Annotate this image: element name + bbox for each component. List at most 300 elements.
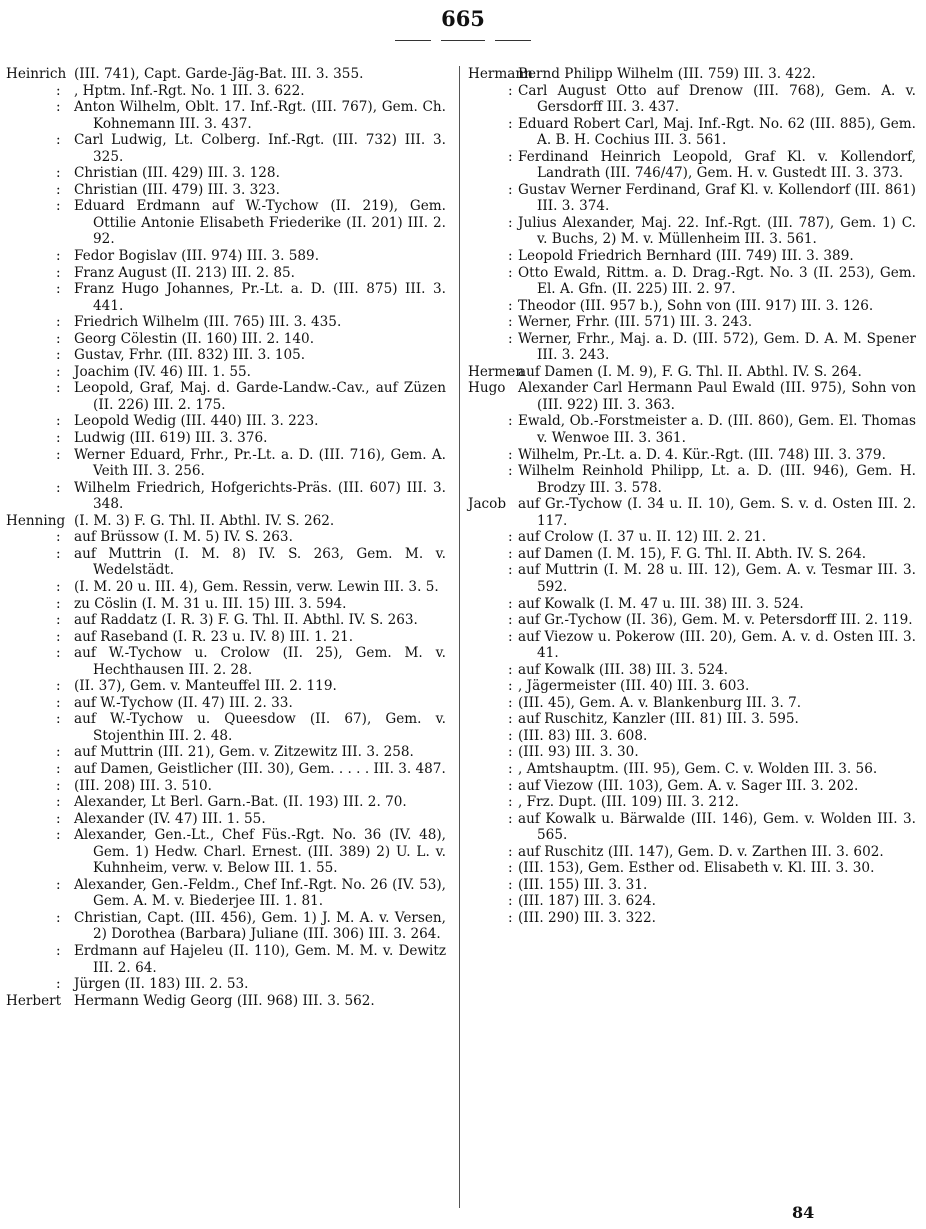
index-entry xyxy=(6,480,446,513)
entry-headword xyxy=(468,182,508,215)
index-entry xyxy=(6,645,446,678)
header-rule-left xyxy=(395,40,431,41)
entry-text xyxy=(74,248,446,265)
index-entry xyxy=(6,744,446,761)
entry-text xyxy=(74,976,446,993)
ditto-mark: : xyxy=(56,248,61,265)
index-entry xyxy=(6,99,446,132)
header-rule-right xyxy=(495,40,531,41)
entry-headword xyxy=(468,612,508,629)
ditto-mark: : xyxy=(56,363,61,380)
entry-text-content: (I. M. 3) F. G. Thl. II. Abthl. IV. S. 262. xyxy=(74,512,335,529)
entry-headword xyxy=(468,695,508,712)
entry-text xyxy=(74,596,446,613)
ditto-mark: : xyxy=(508,694,513,711)
ditto-mark: : xyxy=(56,264,61,281)
index-entry xyxy=(6,198,446,248)
entry-headword: Jacob xyxy=(468,496,507,513)
index-entry xyxy=(468,612,916,629)
ditto-mark: : xyxy=(508,777,513,794)
entry-text xyxy=(518,215,916,248)
ditto-mark: : xyxy=(56,595,61,612)
entry-headword: Hermann xyxy=(468,66,533,82)
entry-text xyxy=(518,463,916,496)
entry-text-content: Eduard Erdmann auf W.-Tychow (II. 219), Gem. Ottilie Antonie Elisabeth Friederike (II. 201) III. 2. 92. xyxy=(74,198,446,248)
entry-text-content: Georg Cölestin (II. 160) III. 2. 140. xyxy=(74,330,315,347)
entry-text-content: Carl August Otto auf Drenow (III. 768), Gem. A. v. Gersdorff III. 3. 437. xyxy=(518,82,916,116)
entry-text-content: Alexander Carl Hermann Paul Ewald (III. 975), Sohn von (III. 922) III. 3. 363. xyxy=(518,380,916,413)
index-entry xyxy=(6,596,446,613)
entry-text-content: Ludwig (III. 619) III. 3. 376. xyxy=(74,430,268,447)
entry-text xyxy=(74,447,446,480)
column-divider xyxy=(459,66,460,1208)
index-entry xyxy=(6,993,446,1010)
entry-headword xyxy=(6,794,56,811)
ditto-mark: : xyxy=(508,562,513,579)
entry-text xyxy=(74,645,446,678)
index-entry xyxy=(6,83,446,100)
entry-text-content: Alexander (IV. 47) III. 1. 55. xyxy=(74,810,266,827)
index-entry xyxy=(468,463,916,496)
footer-number: 84 xyxy=(792,1203,815,1222)
index-entry xyxy=(6,347,446,364)
entry-text xyxy=(518,66,916,83)
index-entry xyxy=(468,761,916,778)
entry-text xyxy=(74,761,446,778)
entry-text-content: Gustav, Frhr. (III. 832) III. 3. 105. xyxy=(74,347,306,364)
ditto-mark: : xyxy=(56,529,61,546)
entry-text-content: Franz Hugo Johannes, Pr.-Lt. a. D. (III. 875) III. 3. 441. xyxy=(74,281,446,314)
entry-text-content: Werner, Frhr. (III. 571) III. 3. 243. xyxy=(518,314,753,331)
index-entry xyxy=(6,910,446,943)
ditto-mark: : xyxy=(508,628,513,645)
entry-headword xyxy=(6,83,56,100)
index-entry xyxy=(6,943,446,976)
entry-text-content: auf Kowalk (I. M. 47 u. III. 38) III. 3. 524. xyxy=(518,595,804,612)
entry-text-content: Anton Wilhelm, Oblt. 17. Inf.-Rgt. (III. 767), Gem. Ch. Kohnemann III. 3. 437. xyxy=(74,99,446,132)
index-entry xyxy=(6,778,446,795)
entry-text xyxy=(518,844,916,861)
entry-headword xyxy=(468,711,508,728)
entry-text-content: Jürgen (II. 183) III. 2. 53. xyxy=(74,976,249,993)
entry-headword xyxy=(6,265,56,282)
index-entry xyxy=(6,877,446,910)
entry-headword xyxy=(468,678,508,695)
index-entry xyxy=(468,778,916,795)
entry-headword xyxy=(6,744,56,761)
entry-text-content: Ferdinand Heinrich Leopold, Graf Kl. v. Kollendorf, Landrath (III. 746/47), Gem. H. v. Gustedt III. 3. 373. xyxy=(518,148,916,182)
entry-text xyxy=(518,711,916,728)
index-entry xyxy=(468,364,916,381)
entry-headword xyxy=(468,298,508,315)
entry-headword xyxy=(6,430,56,447)
entry-text xyxy=(518,149,916,182)
entry-headword xyxy=(468,860,508,877)
entry-headword xyxy=(6,695,56,712)
page-number: 665 xyxy=(441,6,485,31)
entry-text-content: Bernd Philipp Wilhelm (III. 759) III. 3. 422. xyxy=(518,66,816,82)
entry-text-content: Christian (III. 429) III. 3. 128. xyxy=(74,165,280,182)
index-entry xyxy=(6,413,446,430)
entry-text xyxy=(518,695,916,712)
index-entry xyxy=(6,248,446,265)
entry-text xyxy=(518,893,916,910)
entry-headword xyxy=(468,265,508,298)
index-entry xyxy=(6,281,446,314)
index-entry xyxy=(6,364,446,381)
ditto-mark: : xyxy=(56,628,61,645)
entry-headword xyxy=(468,629,508,662)
ditto-mark: : xyxy=(508,297,513,314)
entry-text-content: Erdmann auf Hajeleu (II. 110), Gem. M. M. v. Dewitz III. 2. 64. xyxy=(74,942,446,976)
index-entry xyxy=(468,711,916,728)
entry-headword xyxy=(468,546,508,563)
ditto-mark: : xyxy=(508,727,513,744)
ditto-mark: : xyxy=(56,694,61,711)
index-entry xyxy=(468,380,916,413)
ditto-mark: : xyxy=(508,446,513,463)
index-entry xyxy=(6,314,446,331)
ditto-mark: : xyxy=(508,181,513,198)
entry-text-content: Otto Ewald, Rittm. a. D. Drag.-Rgt. No. 3 (II. 253), Gem. El. A. Gfn. (II. 225) III. 2. 97. xyxy=(518,264,916,298)
entry-text-content: (II. 37), Gem. v. Manteuffel III. 2. 119. xyxy=(74,678,337,695)
entry-text-content: (III. 741), Capt. Garde-Jäg-Bat. III. 3. 355. xyxy=(74,66,364,82)
entry-text-content: Carl Ludwig, Lt. Colberg. Inf.-Rgt. (III. 732) III. 3. 325. xyxy=(74,132,446,165)
entry-headword xyxy=(6,612,56,629)
index-entry xyxy=(468,149,916,182)
entry-text-content: , Amtshauptm. (III. 95), Gem. C. v. Wolden III. 3. 56. xyxy=(518,760,878,777)
index-entry xyxy=(6,629,446,646)
entry-text-content: , Jägermeister (III. 40) III. 3. 603. xyxy=(518,678,750,695)
entry-text xyxy=(518,596,916,613)
entry-text xyxy=(518,778,916,795)
entry-text xyxy=(74,165,446,182)
entry-headword xyxy=(6,364,56,381)
entry-headword xyxy=(6,910,56,943)
entry-headword xyxy=(468,529,508,546)
entry-text xyxy=(74,678,446,695)
ditto-mark: : xyxy=(508,82,513,99)
ditto-mark: : xyxy=(56,82,61,99)
entry-text xyxy=(74,827,446,877)
entry-text xyxy=(518,314,916,331)
entry-headword xyxy=(6,314,56,331)
index-entry xyxy=(6,695,446,712)
entry-text xyxy=(518,629,916,662)
ditto-mark: : xyxy=(508,463,513,480)
entry-headword xyxy=(6,347,56,364)
entry-headword: Herbert xyxy=(6,992,62,1009)
entry-headword xyxy=(6,546,56,579)
entry-headword xyxy=(6,827,56,877)
entry-text xyxy=(518,413,916,446)
index-entry xyxy=(6,579,446,596)
entry-text-content: auf Gr.-Tychow (I. 34 u. II. 10), Gem. S. v. d. Osten III. 2. 117. xyxy=(518,496,916,529)
ditto-mark: : xyxy=(56,380,61,397)
left-column xyxy=(6,66,446,1009)
entry-headword xyxy=(6,629,56,646)
ditto-mark: : xyxy=(56,314,61,331)
entry-text xyxy=(518,298,916,315)
entry-text xyxy=(518,877,916,894)
entry-text xyxy=(74,347,446,364)
entry-text xyxy=(518,562,916,595)
entry-text xyxy=(518,662,916,679)
entry-text xyxy=(74,943,446,976)
entry-text-content: Werner, Frhr., Maj. a. D. (III. 572), Gem. D. A. M. Spener III. 3. 243. xyxy=(518,330,916,364)
index-entry xyxy=(468,314,916,331)
entry-headword xyxy=(6,380,56,413)
ditto-mark: : xyxy=(508,529,513,546)
index-entry xyxy=(468,265,916,298)
entry-text-content: Hermann Wedig Georg (III. 968) III. 3. 562. xyxy=(74,992,375,1009)
entry-headword xyxy=(468,331,508,364)
entry-text xyxy=(518,744,916,761)
entry-text xyxy=(74,513,446,530)
entry-text xyxy=(74,380,446,413)
entry-headword xyxy=(6,182,56,199)
entry-text-content: (III. 155) III. 3. 31. xyxy=(518,876,648,893)
index-entry xyxy=(468,447,916,464)
entry-text-content: Werner Eduard, Frhr., Pr.-Lt. a. D. (III. 716), Gem. A. Veith III. 3. 256. xyxy=(74,446,446,480)
entry-text xyxy=(74,579,446,596)
index-entry xyxy=(6,132,446,165)
ditto-mark: : xyxy=(56,827,61,844)
entry-headword xyxy=(468,761,508,778)
ditto-mark: : xyxy=(508,810,513,827)
entry-text xyxy=(518,910,916,927)
entry-text xyxy=(74,314,446,331)
entry-text xyxy=(518,83,916,116)
entry-text-content: Eduard Robert Carl, Maj. Inf.-Rgt. No. 62 (III. 885), Gem. A. B. H. Cochius III. 3. 561. xyxy=(518,115,916,149)
index-entry xyxy=(468,629,916,662)
ditto-mark: : xyxy=(508,909,513,926)
index-entry xyxy=(6,529,446,546)
entry-text-content: auf W.-Tychow u. Queesdow (II. 67), Gem. v. Stojenthin III. 2. 48. xyxy=(74,711,446,744)
entry-text-content: (III. 208) III. 3. 510. xyxy=(74,777,212,794)
entry-text-content: (III. 187) III. 3. 624. xyxy=(518,893,656,910)
entry-text-content: auf W.-Tychow u. Crolow (II. 25), Gem. M. v. Hechthausen III. 2. 28. xyxy=(74,645,446,678)
entry-headword xyxy=(468,314,508,331)
entry-headword xyxy=(468,910,508,927)
entry-headword xyxy=(6,331,56,348)
entry-text-content: auf Kowalk (III. 38) III. 3. 524. xyxy=(518,661,729,678)
entry-text xyxy=(74,695,446,712)
entry-text-content: Leopold Wedig (III. 440) III. 3. 223. xyxy=(74,413,319,430)
entry-headword xyxy=(468,83,508,116)
index-entry xyxy=(6,794,446,811)
entry-headword xyxy=(468,413,508,446)
entry-text xyxy=(74,413,446,430)
entry-text-content: Wilhelm Reinhold Philipp, Lt. a. D. (III. 946), Gem. H. Brodzy III. 3. 578. xyxy=(518,463,916,496)
entry-text xyxy=(518,546,916,563)
entry-text xyxy=(74,877,446,910)
index-entry xyxy=(468,811,916,844)
ditto-mark: : xyxy=(56,760,61,777)
entry-text-content: Alexander, Gen.-Lt., Chef Füs.-Rgt. No. 36 (IV. 48), Gem. 1) Hedw. Charl. Ernest. (III. 389) 2) U. L. v. Kuhnheim, verw. v. Below III. 1. 55. xyxy=(74,827,446,877)
index-entry xyxy=(468,695,916,712)
entry-text-content: Christian (III. 479) III. 3. 323. xyxy=(74,181,280,198)
entry-text xyxy=(74,198,446,248)
index-entry xyxy=(468,496,916,529)
entry-headword xyxy=(6,413,56,430)
entry-text-content: auf Raddatz (I. R. 3) F. G. Thl. II. Abthl. IV. S. 263. xyxy=(74,612,418,629)
index-entry xyxy=(468,66,916,83)
entry-text xyxy=(518,761,916,778)
ditto-mark: : xyxy=(56,446,61,463)
ditto-mark: : xyxy=(56,347,61,364)
entry-headword xyxy=(6,165,56,182)
index-entry xyxy=(468,744,916,761)
ditto-mark: : xyxy=(508,148,513,165)
index-entry xyxy=(468,182,916,215)
entry-headword xyxy=(6,198,56,248)
entry-text-content: (III. 83) III. 3. 608. xyxy=(518,727,648,744)
entry-headword xyxy=(468,893,508,910)
index-entry xyxy=(6,513,446,530)
index-entry xyxy=(468,298,916,315)
ditto-mark: : xyxy=(508,876,513,893)
index-entry xyxy=(468,248,916,265)
ditto-mark: : xyxy=(56,479,61,496)
index-entry xyxy=(468,331,916,364)
entry-text xyxy=(518,529,916,546)
entry-text-content: Alexander, Lt Berl. Garn.-Bat. (II. 193) III. 2. 70. xyxy=(74,794,407,811)
entry-headword xyxy=(6,678,56,695)
entry-headword xyxy=(468,877,508,894)
ditto-mark: : xyxy=(508,760,513,777)
entry-headword: Hermen xyxy=(468,363,525,380)
entry-headword xyxy=(6,976,56,993)
entry-text-content: Theodor (III. 957 b.), Sohn von (III. 917) III. 3. 126. xyxy=(518,297,874,314)
entry-text-content: Joachim (IV. 46) III. 1. 55. xyxy=(74,363,252,380)
ditto-mark: : xyxy=(56,281,61,298)
entry-text xyxy=(74,281,446,314)
entry-headword xyxy=(6,645,56,678)
ditto-mark: : xyxy=(56,711,61,728)
entry-headword xyxy=(6,943,56,976)
entry-headword xyxy=(6,132,56,165)
ditto-mark: : xyxy=(56,645,61,662)
entry-headword xyxy=(6,711,56,744)
ditto-mark: : xyxy=(56,942,61,959)
index-entry xyxy=(468,413,916,446)
entry-text-content: auf Muttrin (III. 21), Gem. v. Zitzewitz III. 3. 258. xyxy=(74,744,414,761)
entry-headword xyxy=(468,447,508,464)
entry-text xyxy=(518,364,916,381)
entry-text xyxy=(518,496,916,529)
index-entry xyxy=(6,182,446,199)
index-entry xyxy=(468,562,916,595)
index-entry xyxy=(468,678,916,695)
entry-headword xyxy=(468,811,508,844)
entry-headword xyxy=(6,447,56,480)
entry-text xyxy=(74,331,446,348)
entry-text-content: (III. 45), Gem. A. v. Blankenburg III. 3. 7. xyxy=(518,694,802,711)
entry-headword: Henning xyxy=(6,512,66,529)
entry-text xyxy=(518,860,916,877)
index-entry xyxy=(6,811,446,828)
index-entry xyxy=(6,331,446,348)
ditto-mark: : xyxy=(508,678,513,695)
entry-text-content: auf Damen, Geistlicher (III. 30), Gem. . . . . III. 3. 487. xyxy=(74,760,446,777)
entry-text-content: , Frz. Dupt. (III. 109) III. 3. 212. xyxy=(518,794,739,811)
entry-text-content: auf Damen (I. M. 9), F. G. Thl. II. Abthl. IV. S. 264. xyxy=(518,363,862,380)
ditto-mark: : xyxy=(56,165,61,182)
entry-text xyxy=(74,83,446,100)
entry-headword xyxy=(468,744,508,761)
entry-headword xyxy=(6,778,56,795)
ditto-mark: : xyxy=(56,810,61,827)
entry-text-content: auf Damen (I. M. 15), F. G. Thl. II. Abth. IV. S. 264. xyxy=(518,545,867,562)
entry-text xyxy=(74,546,446,579)
index-entry xyxy=(6,761,446,778)
ditto-mark: : xyxy=(56,909,61,926)
entry-text xyxy=(518,248,916,265)
entry-text-content: Leopold Friedrich Bernhard (III. 749) III. 3. 389. xyxy=(518,248,854,265)
ditto-mark: : xyxy=(508,545,513,562)
entry-text-content: auf Ruschitz (III. 147), Gem. D. v. Zarthen III. 3. 602. xyxy=(518,843,884,860)
index-entry xyxy=(6,546,446,579)
entry-text-content: auf Raseband (I. R. 23 u. IV. 8) III. 1. 21. xyxy=(74,628,354,645)
entry-text xyxy=(74,744,446,761)
index-entry xyxy=(6,976,446,993)
ditto-mark: : xyxy=(56,678,61,695)
index-entry xyxy=(6,711,446,744)
entry-text xyxy=(74,794,446,811)
entry-headword xyxy=(468,794,508,811)
entry-headword xyxy=(6,99,56,132)
entry-headword xyxy=(6,877,56,910)
ditto-mark: : xyxy=(508,744,513,761)
entry-text-content: , Hptm. Inf.-Rgt. No. 1 III. 3. 622. xyxy=(74,82,305,99)
ditto-mark: : xyxy=(508,843,513,860)
ditto-mark: : xyxy=(508,711,513,728)
index-entry xyxy=(468,215,916,248)
index-entry xyxy=(468,860,916,877)
entry-headword xyxy=(6,248,56,265)
ditto-mark: : xyxy=(56,330,61,347)
entry-text xyxy=(74,364,446,381)
ditto-mark: : xyxy=(56,578,61,595)
ditto-mark: : xyxy=(508,214,513,231)
index-entry xyxy=(468,83,916,116)
entry-headword xyxy=(6,281,56,314)
entry-text xyxy=(74,265,446,282)
index-entry xyxy=(468,529,916,546)
ditto-mark: : xyxy=(56,198,61,215)
ditto-mark: : xyxy=(508,661,513,678)
entry-headword xyxy=(468,248,508,265)
entry-headword xyxy=(6,579,56,596)
entry-text xyxy=(74,778,446,795)
ditto-mark: : xyxy=(508,595,513,612)
ditto-mark: : xyxy=(56,976,61,993)
ditto-mark: : xyxy=(56,99,61,116)
ditto-mark: : xyxy=(56,744,61,761)
ditto-mark: : xyxy=(508,612,513,629)
entry-text xyxy=(74,811,446,828)
ditto-mark: : xyxy=(56,132,61,149)
entry-text-content: auf Kowalk u. Bärwalde (III. 146), Gem. v. Wolden III. 3. 565. xyxy=(518,810,916,844)
entry-text-content: auf W.-Tychow (II. 47) III. 2. 33. xyxy=(74,694,293,711)
entry-text-content: auf Crolow (I. 37 u. II. 12) III. 2. 21. xyxy=(518,529,767,546)
entry-text xyxy=(74,99,446,132)
index-entry xyxy=(468,596,916,613)
entry-headword xyxy=(6,761,56,778)
entry-headword: Heinrich xyxy=(6,66,67,82)
entry-text-content: Ewald, Ob.-Forstmeister a. D. (III. 860), Gem. El. Thomas v. Wenwoe III. 3. 361. xyxy=(518,413,916,447)
